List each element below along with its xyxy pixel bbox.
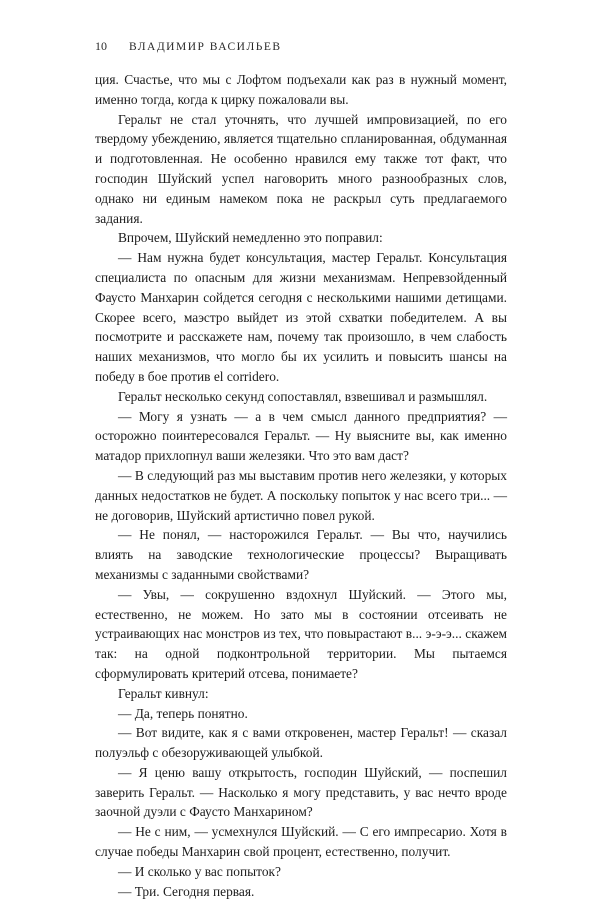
paragraph: — Я ценю вашу открытость, господин Шуйский, — поспешил заверить Геральт. — Насколько я могу представить, у вас нечто вроде заочной дуэли с Фаусто Манхарином? xyxy=(95,764,507,820)
running-title: ВЛАДИМИР ВАСИЛЬЕВ xyxy=(129,41,282,53)
paragraph: — В следующий раз мы выставим против него железяки, у которых данных недостатков не будет. А поскольку попыток у нас всего три... — не договорив, Шуйский артистично повел рукой. xyxy=(95,467,507,523)
paragraph: — Увы, — сокрушенно вздохнул Шуйский. — Этого мы, естественно, не можем. Но зато мы в состоянии отсеивать не устраивающих нас монстров из тех, что повырастают в... э-э-э... скажем так: на одной подконтрольной территории. Мы пытаемся сформулировать критерий отсева, понимаете? xyxy=(95,586,507,681)
page-number: 10 xyxy=(95,39,107,53)
paragraph: Впрочем, Шуйский немедленно это поправил: xyxy=(118,230,383,246)
body-text xyxy=(95,70,507,901)
paragraph: — Могу я узнать — а в чем смысл данного предприятия? — осторожно поинтересовался Геральт. — Ну выясните вы, как именно матадор прихлопнул ваши железяки. Что это вам даст? xyxy=(95,408,507,464)
paragraph: Геральт не стал уточнять, что лучшей импровизацией, по его твердому убеждению, является тщательно спланированная, обдуманная и подготовленная. Не особенно нравился ему также тот факт, что господин Шуйский успел наговорить много разнообразных слов, однако ни единым намеком пока не раскрыл суть предлагаемого задания. xyxy=(95,111,507,226)
paragraph: — Три. Сегодня первая. xyxy=(118,883,255,899)
running-head xyxy=(95,39,282,54)
paragraph: ция. Счастье, что мы с Лофтом подъехали как раз в нужный момент, именно тогда, когда к цирку пожаловали вы. xyxy=(95,72,507,107)
paragraph: Геральт кивнул: xyxy=(118,685,209,701)
paragraph: — Не понял, — насторожился Геральт. — Вы что, научились влиять на заводские технологические процессы? Выращивать механизмы с заданными свойствами? xyxy=(95,527,507,582)
paragraph: — Вот видите, как я с вами откровенен, мастер Геральт! — сказал полуэльф с обезоруживающей улыбкой. xyxy=(95,725,507,761)
paragraph: Геральт несколько секунд сопоставлял, взвешивал и размышлял. xyxy=(118,388,488,404)
paragraph: — И сколько у вас попыток? xyxy=(118,863,281,879)
paragraph: — Не с ним, — усмехнулся Шуйский. — С его импресарио. Хотя в случае победы Манхарин свой процент, естественно, получит. xyxy=(95,824,507,860)
paragraph: — Нам нужна будет консультация, мастер Геральт. Консультация специалиста по опасным для жизни механизмам. Непревзойденный Фаусто Манхарин сойдется сегодня с несколькими нашими детищами. Скорее всего, маэстро выйдет из этой схватки победителем. А вы посмотрите и расскажете нам, почему так произошло, в чем слабость наших механизмов, что могло бы их усилить и повысить шансы на победу в бое против el corridero. xyxy=(95,250,507,384)
paragraph: — Да, теперь понятно. xyxy=(118,705,248,721)
